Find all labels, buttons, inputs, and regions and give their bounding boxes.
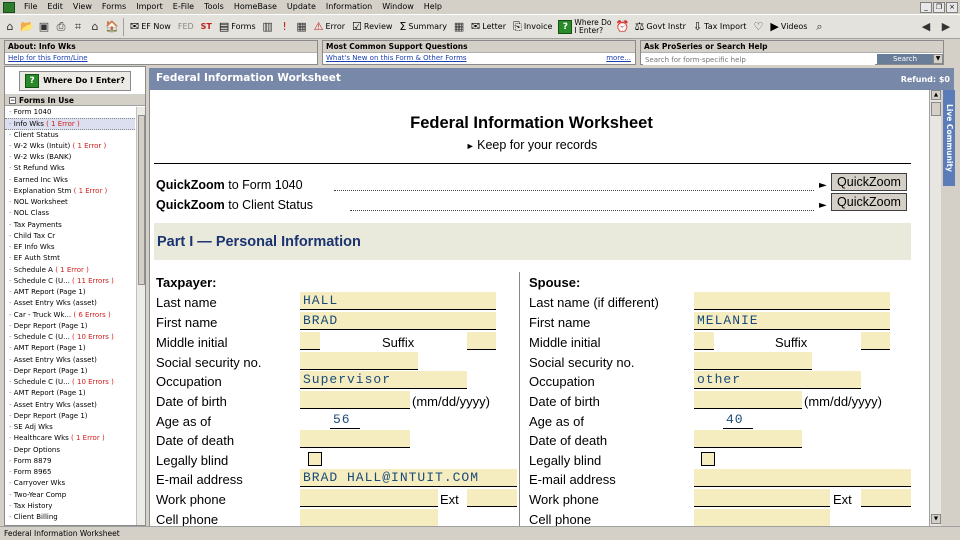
form-list-item[interactable]: [5, 332, 135, 343]
error-button[interactable]: [311, 17, 348, 37]
live-community-tab[interactable]: Live Community: [943, 90, 955, 186]
attach-icon[interactable]: ⌗: [74, 19, 82, 33]
error-label: Error: [325, 22, 345, 31]
tp-age-label: Age as of: [156, 414, 211, 429]
form-name: NOL Worksheet: [13, 198, 68, 206]
form-list-item[interactable]: [5, 276, 135, 287]
spouse-heading: Spouse:: [529, 275, 581, 290]
form-name: Asset Entry Wks (asset): [13, 355, 97, 364]
tp-ext-label: Ext: [440, 492, 459, 507]
form-list-item[interactable]: [5, 265, 135, 276]
document-scrollbar[interactable]: [929, 90, 941, 526]
part1-title: Part I — Personal Information: [157, 234, 361, 250]
form-list-item[interactable]: [5, 388, 135, 399]
tp-last-name-label: Last name: [156, 295, 217, 310]
menu-information[interactable]: Information: [325, 2, 373, 11]
menu-bar: [0, 0, 960, 14]
tp-suffix-label: Suffix: [382, 335, 415, 350]
menu-import[interactable]: Import: [136, 2, 163, 11]
form-list-item[interactable]: [5, 433, 135, 444]
form-error-count[interactable]: ( 1 Error ): [73, 186, 108, 195]
sp-last-name-label: Last name (if different): [529, 295, 659, 310]
nav-arrows: [918, 19, 960, 35]
forms-in-use-label: Forms In Use: [19, 95, 74, 105]
sp-dob-format: (mm/dd/yyyy): [804, 394, 882, 409]
worksheet-document: [149, 90, 929, 526]
efile-icon: ✉: [130, 20, 140, 33]
form-name: Form 1040: [13, 108, 52, 116]
part1-header: [154, 223, 911, 260]
save-icon[interactable]: ▣: [38, 20, 50, 33]
form-name: Depr Options: [13, 445, 61, 454]
tp-dod-field[interactable]: [300, 430, 410, 448]
form-name: Client Status: [13, 130, 59, 139]
homebase-icon[interactable]: ⌂: [91, 20, 99, 33]
forms-in-use-header[interactable]: [5, 95, 145, 106]
support-link[interactable]: What's New on this Form & Other Forms: [326, 54, 467, 62]
form-name: Two-Year Comp: [13, 490, 67, 499]
form-name: Depr Report (Page 1): [13, 366, 88, 375]
where-do-line2: I Enter?: [574, 25, 604, 35]
forward-arrow-icon[interactable]: ▶: [941, 20, 951, 33]
calculator-icon[interactable]: ▦: [296, 20, 307, 33]
form-list-item[interactable]: [5, 253, 135, 264]
video-icon: ▶: [770, 20, 779, 33]
subtitle-text: Keep for your records: [477, 138, 598, 152]
invoice-button[interactable]: [510, 17, 555, 37]
tp-middle-initial-label: Middle initial: [156, 335, 228, 350]
menu-update[interactable]: Update: [286, 2, 316, 11]
form-name: AMT Report (Page 1): [13, 288, 86, 296]
where-do-i-enter-label: Where Do I Enter?: [43, 76, 125, 85]
sp-cell-phone-field[interactable]: [694, 509, 830, 526]
tp-first-name-field[interactable]: BRAD: [300, 312, 496, 330]
form-name: Form 8965: [13, 468, 52, 476]
form-name: Earned Inc Wks: [13, 175, 68, 184]
summary-label: Summary: [408, 22, 448, 31]
form-name: NOL Class: [13, 209, 50, 218]
form-error-count[interactable]: ( 1 Error ): [46, 120, 80, 129]
form-list-item[interactable]: [5, 141, 135, 152]
doc-header-bar: [149, 68, 954, 90]
qz-bold-1: QuickZoom: [156, 178, 225, 192]
st-label: ST: [200, 22, 212, 31]
form-name: W-2 Wks (Intuit): [13, 141, 71, 150]
alert-icon[interactable]: !: [282, 20, 287, 33]
sp-ext-field[interactable]: [861, 489, 911, 507]
sp-dob-label: Date of birth: [529, 394, 600, 409]
form-name: Car - Truck Wk...: [13, 310, 72, 319]
divider: [154, 163, 911, 164]
form-name: Child Tax Cr: [13, 231, 56, 240]
support-more-link[interactable]: more...: [606, 54, 631, 62]
tp-dod-label: Date of death: [156, 433, 235, 448]
form-list-item[interactable]: [5, 310, 135, 321]
sp-ssn-field[interactable]: [694, 352, 812, 370]
search-button[interactable]: Search: [877, 54, 933, 64]
fed-label: FED: [177, 22, 194, 31]
sp-middle-initial-label: Middle initial: [529, 335, 601, 350]
tp-first-name-label: First name: [156, 315, 218, 330]
tp-work-phone-field[interactable]: [300, 489, 438, 507]
form-list-item[interactable]: [5, 287, 135, 298]
scroll-up-icon[interactable]: ▲: [931, 90, 941, 100]
open-folder-icon[interactable]: 📂: [20, 20, 34, 33]
document-scroll-thumb[interactable]: [931, 102, 941, 116]
sp-first-name-field[interactable]: MELANIE: [694, 312, 890, 330]
tp-cell-phone-label: Cell phone: [156, 512, 219, 526]
form-error-count[interactable]: ( 10 Errors ): [72, 333, 114, 341]
form-name: Explanation Stm: [13, 186, 72, 195]
form-list-item[interactable]: [5, 343, 135, 354]
form-error-count[interactable]: ( 1 Error ): [71, 434, 105, 443]
sidebar-scroll-thumb[interactable]: [138, 115, 145, 285]
form-list-item[interactable]: [5, 422, 135, 433]
form-name: EF Auth Stmt: [13, 254, 60, 263]
tp-email-field[interactable]: BRAD HALL@INTUIT.COM: [300, 469, 517, 487]
form-name: St Refund Wks: [13, 164, 65, 173]
tp-ssn-field[interactable]: [300, 352, 418, 370]
form-list-item[interactable]: [5, 501, 135, 512]
form-list-item[interactable]: [5, 512, 135, 523]
form-list-item[interactable]: [5, 321, 135, 332]
qz-text-2: to Client Status: [228, 198, 314, 212]
st-button[interactable]: [198, 17, 215, 37]
form-list-item[interactable]: [5, 355, 135, 366]
form-list-item[interactable]: [5, 186, 135, 197]
form-name: EF Info Wks: [13, 243, 55, 251]
help-panels: [0, 39, 960, 66]
search-panel-title: Ask ProSeries or Search Help: [641, 41, 943, 53]
minimize-button[interactable]: _: [920, 2, 932, 13]
tp-cell-phone-field[interactable]: [300, 509, 438, 526]
govt-icon: ⚖: [634, 20, 645, 33]
sp-first-name-label: First name: [529, 315, 591, 330]
sp-blind-label: Legally blind: [529, 453, 602, 468]
form-list-item[interactable]: [5, 130, 135, 141]
form-error-count[interactable]: ( 10 Errors ): [72, 378, 114, 386]
about-panel: [4, 40, 318, 65]
form-list-item[interactable]: [5, 208, 135, 219]
tp-last-name-field[interactable]: HALL: [300, 292, 496, 310]
sp-suffix-field[interactable]: [861, 332, 890, 350]
form-name: Schedule A: [13, 265, 53, 274]
where-do-line1: Where Do: [574, 17, 612, 27]
form-list-item[interactable]: [5, 107, 135, 118]
search-panel: [640, 40, 944, 65]
window-controls: [920, 2, 960, 13]
form-error-count[interactable]: ( 1 Error ): [55, 265, 89, 274]
form-name: W-2 Wks (BANK): [13, 153, 72, 161]
tp-occupation-field[interactable]: Supervisor: [300, 371, 467, 389]
collapse-icon[interactable]: −: [10, 96, 16, 104]
invoice-icon: ⎘: [513, 19, 522, 33]
form-list-item[interactable]: [5, 366, 135, 377]
form-name: Tax Payments: [13, 220, 62, 229]
form-name: Info Wks: [13, 120, 44, 129]
tp-dob-format: (mm/dd/yyyy): [412, 394, 490, 409]
form-list-item[interactable]: [5, 467, 135, 478]
sp-work-phone-label: Work phone: [529, 492, 599, 507]
help-search-input[interactable]: [643, 54, 875, 65]
sp-blind-checkbox[interactable]: [701, 452, 715, 466]
refund-amount: Refund: $0: [900, 75, 950, 84]
forms-sidebar: [4, 66, 146, 526]
quickzoom-1040-button[interactable]: QuickZoom: [831, 173, 907, 191]
form-list-item[interactable]: [5, 377, 135, 388]
tp-middle-initial-field[interactable]: [300, 332, 320, 350]
form-list-item[interactable]: [5, 118, 135, 129]
tp-ext-field[interactable]: [467, 489, 517, 507]
doc-header-title: Federal Information Worksheet: [156, 72, 341, 84]
quickzoom-row-client-status: [156, 198, 313, 212]
form-list-item[interactable]: [5, 231, 135, 242]
sp-age-label: Age as of: [529, 414, 584, 429]
menu-tools[interactable]: Tools: [204, 2, 224, 11]
warning-icon: ⚠: [313, 20, 324, 33]
sp-middle-initial-field[interactable]: [694, 332, 714, 350]
videos-label: Videos: [780, 22, 808, 31]
summary-button[interactable]: [396, 17, 450, 37]
videos-button[interactable]: [767, 17, 810, 37]
about-panel-title: About: Info Wks: [5, 41, 317, 53]
tax-import-label: Tax Import: [704, 22, 747, 31]
tp-blind-checkbox[interactable]: [308, 452, 322, 466]
pointer-icon: ►: [465, 141, 478, 151]
tp-dob-field[interactable]: [300, 391, 410, 409]
govt-instr-label: Govt Instr: [646, 22, 686, 31]
question-icon: ?: [25, 74, 39, 88]
close-button[interactable]: ×: [946, 2, 958, 13]
govt-instr-button[interactable]: [632, 17, 689, 37]
form-list-item[interactable]: [5, 445, 135, 456]
print-icon[interactable]: ⎙: [56, 19, 66, 33]
sp-dod-label: Date of death: [529, 433, 608, 448]
form-list-item[interactable]: [5, 456, 135, 467]
tp-email-label: E-mail address: [156, 472, 243, 487]
book-icon[interactable]: ▥: [262, 20, 273, 33]
form-name: Asset Entry Wks (asset): [13, 400, 97, 409]
house-icon[interactable]: 🏠: [105, 20, 119, 33]
ef-now-label: EF Now: [141, 22, 171, 31]
form-list-item[interactable]: [5, 242, 135, 253]
fed-button[interactable]: [175, 17, 197, 37]
sp-ssn-label: Social security no.: [529, 355, 635, 370]
pointer-icon: ►: [819, 200, 827, 211]
restore-button[interactable]: ❐: [933, 2, 945, 13]
tp-age-field[interactable]: 56: [330, 411, 360, 429]
menu-homebase[interactable]: HomeBase: [233, 2, 277, 11]
toolbar-separator: [123, 18, 124, 36]
sidebar-scrollbar[interactable]: [136, 107, 145, 525]
import-icon: ⇩: [692, 20, 703, 33]
tp-blind-label: Legally blind: [156, 453, 229, 468]
worksheet-title: Federal Information Worksheet: [410, 114, 653, 132]
menu-window[interactable]: Window: [382, 2, 414, 11]
qz-bold-2: QuickZoom: [156, 198, 225, 212]
dot-leader: [334, 190, 814, 191]
sp-age-field[interactable]: 40: [723, 411, 753, 429]
grid-icon[interactable]: ▦: [453, 20, 465, 33]
form-name: Asset Entry Wks (asset): [13, 299, 97, 308]
sp-ext-label: Ext: [833, 492, 852, 507]
sidebar-where-do-i-enter-button[interactable]: [19, 71, 131, 91]
form-list-item[interactable]: [5, 152, 135, 163]
form-list-item[interactable]: [5, 298, 135, 309]
support-panel-title: Most Common Support Questions: [323, 41, 635, 53]
sp-suffix-label: Suffix: [775, 335, 808, 350]
tax-import-button[interactable]: [690, 17, 750, 37]
back-arrow-icon[interactable]: ◀: [921, 20, 931, 33]
sp-cell-phone-label: Cell phone: [529, 512, 592, 526]
form-list-item[interactable]: [5, 220, 135, 231]
question-icon: ?: [558, 20, 572, 34]
alarm-icon[interactable]: ⏰: [615, 20, 630, 33]
dot-leader: [350, 210, 814, 211]
tp-occupation-label: Occupation: [156, 374, 222, 389]
letter-button[interactable]: [468, 17, 509, 37]
sp-occupation-label: Occupation: [529, 374, 595, 389]
menu-edit[interactable]: Edit: [47, 2, 63, 11]
support-panel: [322, 40, 636, 65]
form-name: Schedule C (U...: [13, 276, 70, 285]
quickzoom-row-1040: [156, 178, 303, 192]
tp-suffix-field[interactable]: [467, 332, 496, 350]
letter-label: Letter: [482, 22, 506, 31]
form-name: Depr Report (Page 1): [13, 411, 88, 420]
form-name: Schedule C (U...: [13, 333, 70, 341]
form-error-count[interactable]: ( 6 Errors ): [73, 310, 111, 319]
qz-text-1: to Form 1040: [228, 178, 303, 192]
ef-now-button[interactable]: [127, 17, 174, 37]
home-icon[interactable]: ⌂: [6, 20, 14, 33]
form-name: Schedule C (U...: [13, 378, 70, 386]
where-do-i-enter-area: [5, 67, 145, 95]
where-do-i-enter-button[interactable]: [556, 19, 613, 35]
tp-ssn-label: Social security no.: [156, 355, 262, 370]
form-name: Carryover Wks: [13, 479, 66, 488]
form-list-item[interactable]: [5, 411, 135, 422]
sp-dob-field[interactable]: [694, 391, 802, 409]
form-name: Depr Report (Page 1): [13, 321, 88, 330]
pointer-icon: ►: [819, 180, 827, 191]
form-name: Tax History: [13, 501, 53, 510]
form-error-count[interactable]: ( 11 Errors ): [72, 276, 114, 285]
sp-work-phone-field[interactable]: [694, 489, 830, 507]
app-icon: [3, 2, 15, 13]
forms-button[interactable]: [216, 17, 259, 37]
form-name: Healthcare Wks: [13, 434, 69, 443]
column-divider: [519, 272, 520, 526]
worksheet-subtitle: [150, 138, 913, 152]
summary-icon: Σ: [399, 20, 407, 33]
tp-dob-label: Date of birth: [156, 394, 227, 409]
search-dropdown-icon[interactable]: ▼: [933, 54, 943, 64]
menu-forms[interactable]: Forms: [101, 2, 127, 11]
form-list-item[interactable]: [5, 490, 135, 501]
form-error-count[interactable]: ( 1 Error ): [72, 141, 107, 150]
form-list-item[interactable]: [5, 197, 135, 208]
quickzoom-client-status-button[interactable]: QuickZoom: [831, 193, 907, 211]
sp-last-name-field[interactable]: [694, 292, 890, 310]
search-icon[interactable]: ⌕: [816, 19, 823, 33]
sp-dod-field[interactable]: [694, 430, 802, 448]
form-name: AMT Report (Page 1): [13, 344, 86, 353]
envelope-icon: ✉: [471, 20, 481, 33]
form-list-item[interactable]: [5, 163, 135, 174]
tp-work-phone-label: Work phone: [156, 492, 226, 507]
form-name: AMT Report (Page 1): [13, 389, 86, 398]
form-name: Client Billing: [13, 513, 58, 521]
review-icon: ☑: [352, 20, 362, 33]
review-button[interactable]: [349, 17, 395, 37]
status-bar: Federal Information Worksheet: [0, 526, 960, 540]
taxpayer-heading: Taxpayer:: [156, 275, 217, 290]
form-name: SE Adj Wks: [13, 423, 53, 431]
invoice-label: Invoice: [523, 22, 553, 31]
form-list-item[interactable]: [5, 400, 135, 411]
scroll-down-icon[interactable]: ▼: [931, 514, 941, 524]
menu-view[interactable]: View: [72, 2, 92, 11]
sp-occupation-field[interactable]: other: [694, 371, 861, 389]
forms-icon: ▤: [218, 20, 230, 33]
about-help-link[interactable]: Help for this Form/Line: [8, 54, 88, 62]
sp-email-label: E-mail address: [529, 472, 616, 487]
menu-efile[interactable]: E-File: [172, 2, 195, 11]
form-name: Form 8879: [13, 456, 52, 465]
toolbar: [0, 14, 960, 39]
review-label: Review: [363, 22, 393, 31]
form-list-item[interactable]: [5, 175, 135, 186]
sp-email-field[interactable]: [694, 469, 911, 487]
forms-label: Forms: [231, 22, 256, 31]
menu-file[interactable]: File: [24, 2, 38, 11]
menu-help[interactable]: Help: [423, 2, 443, 11]
form-list-item[interactable]: [5, 478, 135, 489]
forms-list: [5, 107, 135, 525]
heart-icon[interactable]: ♡: [753, 20, 764, 33]
